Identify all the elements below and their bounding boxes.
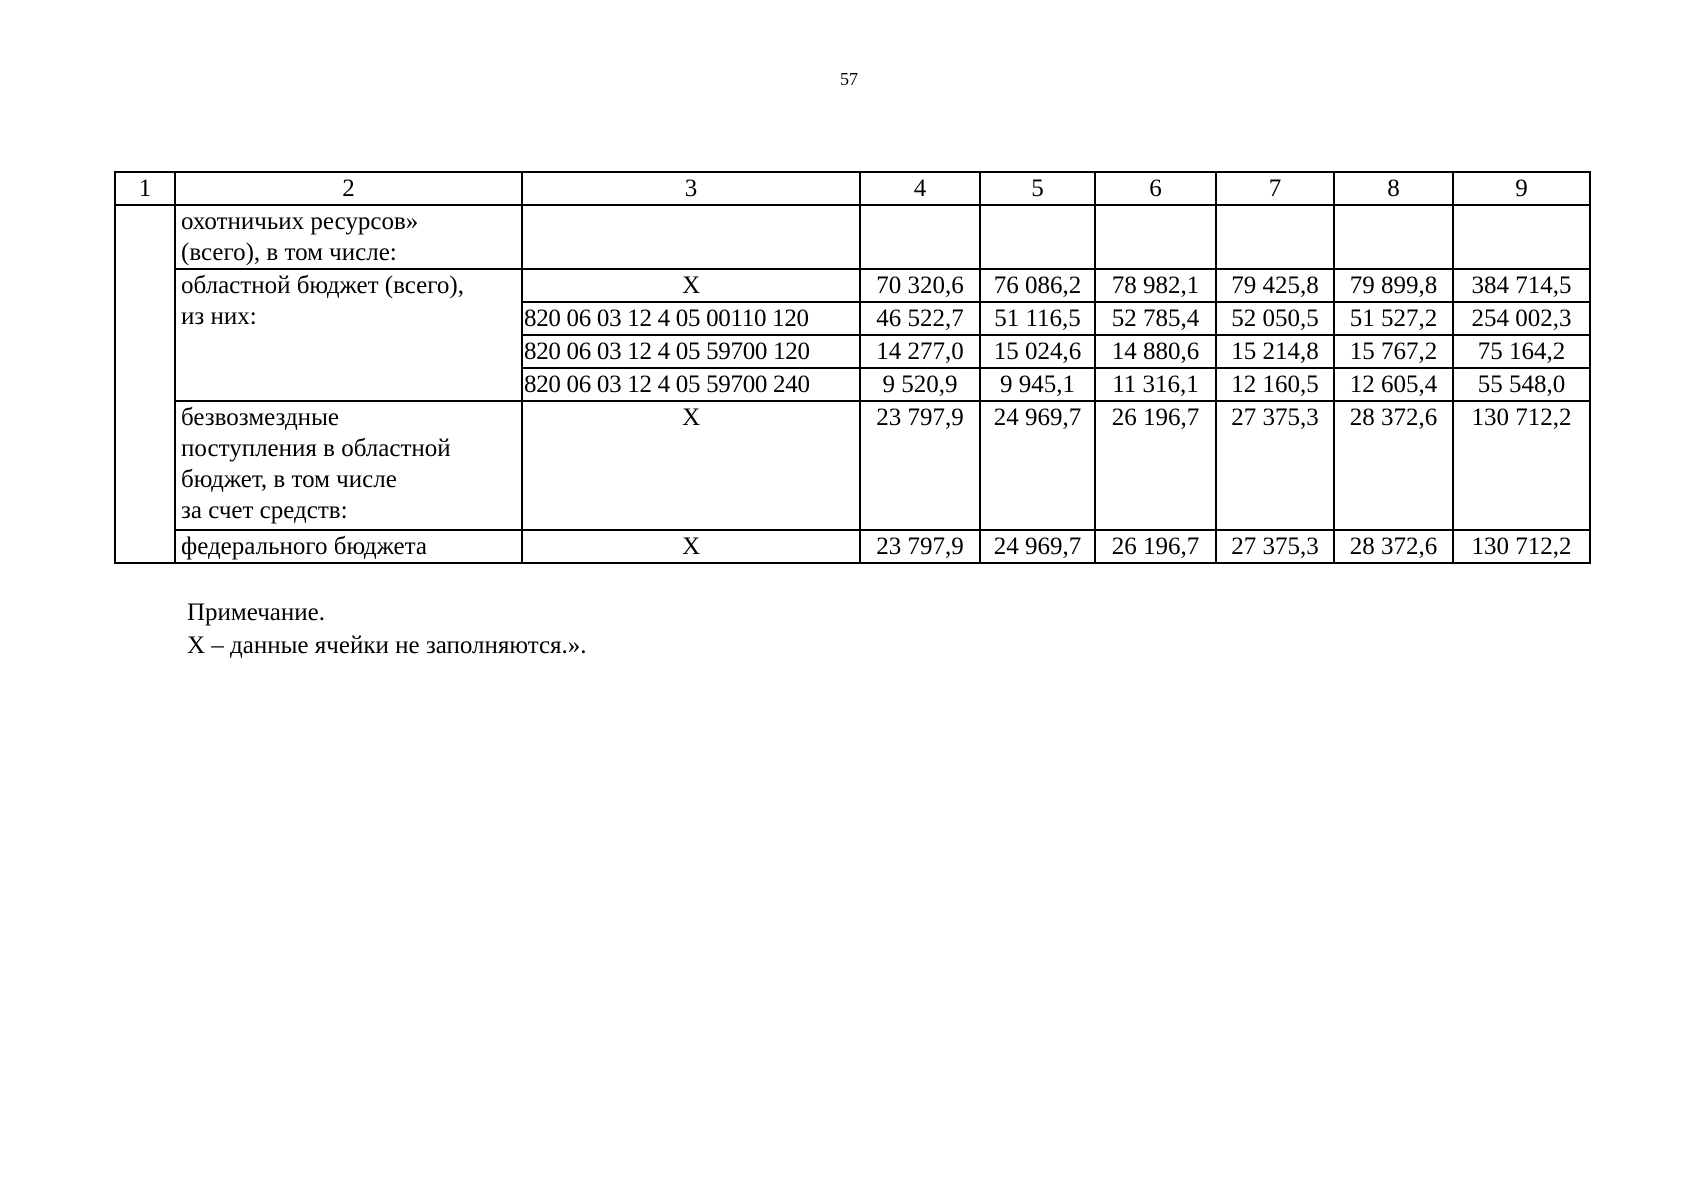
value-cell: 130 712,2 — [1453, 401, 1590, 530]
value-cell: 76 086,2 — [980, 269, 1095, 302]
row-name-cell — [175, 269, 522, 401]
value-cell: 52 050,5 — [1216, 302, 1334, 335]
code-cell: Х — [522, 401, 860, 530]
row-name-line: областной бюджет (всего), — [181, 272, 464, 299]
value-cell: 14 880,6 — [1095, 335, 1216, 368]
code-cell: 820 06 03 12 4 05 59700 240 — [522, 368, 860, 401]
column-header: 8 — [1334, 172, 1453, 205]
value-cell: 11 316,1 — [1095, 368, 1216, 401]
value-cell: 23 797,9 — [860, 530, 980, 563]
value-cell: 15 214,8 — [1216, 335, 1334, 368]
row-name-cell — [175, 205, 522, 269]
value-cell: 28 372,6 — [1334, 530, 1453, 563]
note-text: Х – данные ячейки не заполняются.». — [187, 632, 587, 659]
value-cell — [1453, 205, 1590, 269]
code-cell: 820 06 03 12 4 05 59700 120 — [522, 335, 860, 368]
column-header: 7 — [1216, 172, 1334, 205]
value-cell: 26 196,7 — [1095, 401, 1216, 530]
table-row — [115, 530, 1590, 563]
value-cell: 51 116,5 — [980, 302, 1095, 335]
value-cell: 51 527,2 — [1334, 302, 1453, 335]
code-cell: 820 06 03 12 4 05 00110 120 — [522, 302, 860, 335]
value-cell: 12 160,5 — [1216, 368, 1334, 401]
row-name-line: охотничьих ресурсов» — [181, 208, 419, 235]
table-header-row — [115, 172, 1590, 205]
value-cell: 79 899,8 — [1334, 269, 1453, 302]
row-name-cell — [175, 530, 522, 563]
value-cell: 23 797,9 — [860, 401, 980, 530]
value-cell: 79 425,8 — [1216, 269, 1334, 302]
budget-table — [114, 171, 1591, 564]
row-name-line: (всего), в том числе: — [181, 239, 397, 266]
value-cell — [860, 205, 980, 269]
column-header: 6 — [1095, 172, 1216, 205]
note-title: Примечание. — [187, 599, 326, 626]
column-header: 1 — [115, 172, 175, 205]
code-cell: Х — [522, 530, 860, 563]
row-number-cell — [115, 205, 175, 563]
value-cell: 254 002,3 — [1453, 302, 1590, 335]
table-row — [115, 269, 1590, 302]
value-cell: 52 785,4 — [1095, 302, 1216, 335]
row-name-line: за счет средств: — [181, 497, 348, 524]
row-name-line: поступления в областной — [181, 435, 451, 462]
value-cell: 78 982,1 — [1095, 269, 1216, 302]
value-cell: 130 712,2 — [1453, 530, 1590, 563]
column-header: 2 — [175, 172, 522, 205]
row-name-line: федерального бюджета — [181, 533, 427, 560]
value-cell: 70 320,6 — [860, 269, 980, 302]
value-cell: 75 164,2 — [1453, 335, 1590, 368]
column-header: 4 — [860, 172, 980, 205]
table-row — [115, 401, 1590, 530]
value-cell — [1334, 205, 1453, 269]
value-cell — [1095, 205, 1216, 269]
value-cell: 24 969,7 — [980, 530, 1095, 563]
value-cell: 27 375,3 — [1216, 401, 1334, 530]
value-cell: 24 969,7 — [980, 401, 1095, 530]
table-row — [115, 205, 1590, 269]
value-cell: 384 714,5 — [1453, 269, 1590, 302]
value-cell: 27 375,3 — [1216, 530, 1334, 563]
value-cell: 46 522,7 — [860, 302, 980, 335]
value-cell: 28 372,6 — [1334, 401, 1453, 530]
row-name-line: бюджет, в том числе — [181, 466, 397, 493]
value-cell: 15 767,2 — [1334, 335, 1453, 368]
value-cell: 15 024,6 — [980, 335, 1095, 368]
code-cell — [522, 205, 860, 269]
value-cell: 12 605,4 — [1334, 368, 1453, 401]
row-name-line: безвозмездные — [181, 404, 339, 431]
value-cell: 26 196,7 — [1095, 530, 1216, 563]
value-cell — [1216, 205, 1334, 269]
column-header: 9 — [1453, 172, 1590, 205]
code-cell: Х — [522, 269, 860, 302]
row-name-cell — [175, 401, 522, 530]
value-cell: 55 548,0 — [1453, 368, 1590, 401]
value-cell: 9 520,9 — [860, 368, 980, 401]
value-cell — [980, 205, 1095, 269]
table-note — [187, 596, 587, 662]
column-header: 3 — [522, 172, 860, 205]
value-cell: 14 277,0 — [860, 335, 980, 368]
row-name-line: из них: — [181, 303, 257, 330]
column-header: 5 — [980, 172, 1095, 205]
value-cell: 9 945,1 — [980, 368, 1095, 401]
page-number: 57 — [840, 69, 858, 89]
